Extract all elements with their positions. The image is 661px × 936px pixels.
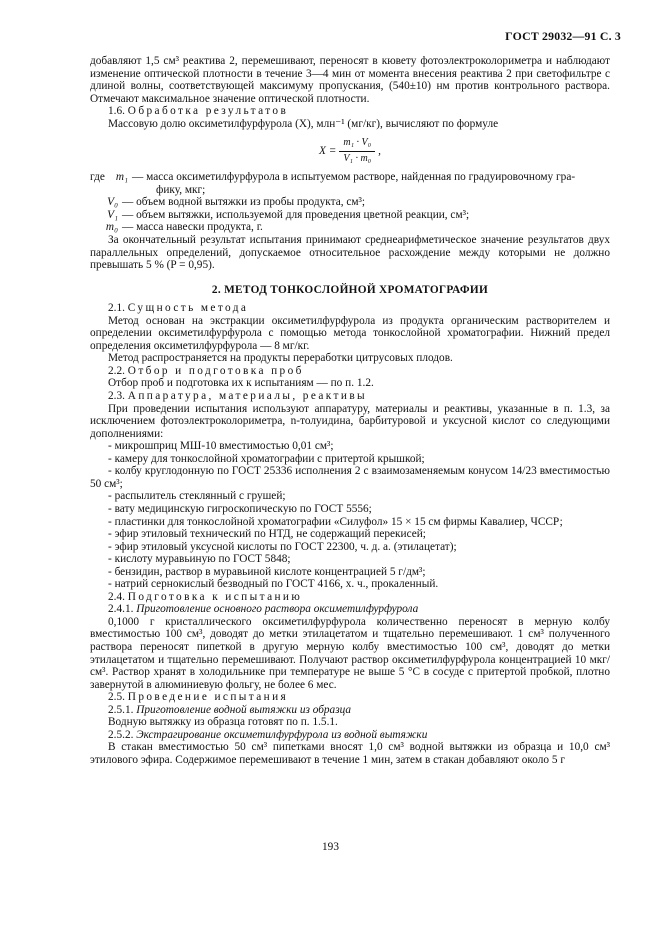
definition-v1 — [90, 209, 610, 222]
section-title: Обработка результатов — [127, 105, 289, 118]
list-item: - эфир этиловый уксусной кислоты по ГОСТ 22300, ч. д. а. (этилацетат); — [108, 540, 457, 553]
variable-definitions — [90, 171, 610, 234]
method-paragraph: Метод основан на экстракции оксиметилфурфурола из продукта органическим растворителем и определении оксиметилфурфурола с помощью метода тонкослойной хроматографии. Нижний предел определения оксиметилфурфурола — 8 мг/кг. — [90, 314, 610, 352]
scope-paragraph: Метод распространяется на продукты переработки цитрусовых плодов. — [108, 352, 453, 365]
intro-paragraph: добавляют 1,5 см³ реактива 2, перемешивают, переносят в кювету фотоэлектроколориметра и наблюдают изменение оптической плотности в течение 3—4 мин от момента внесения реактива 2 при светофильтре с длиной волны, соответствующей максимуму пропускания, (540±10) нм против контрольного раствора. Отмечают максимальное значение оптической плотности. — [90, 55, 610, 105]
list-item: - колбу круглодонную по ГОСТ 25336 исполнения 2 с взаимозаменяемым конусом 14/23 вместимостью 50 см³; — [90, 465, 610, 490]
list-item: - эфир этиловый технический по НТД, не содержащий перекисей; — [108, 528, 426, 541]
section-number: 2.1. — [108, 302, 125, 315]
section-2-4-1-heading — [90, 603, 610, 616]
section-title: Аппаратура, материалы, реактивы — [127, 390, 368, 403]
section-2-5-1-heading — [90, 704, 610, 717]
symbol-v1: V₁ — [107, 208, 118, 221]
list-item: - пластинки для тонкослойной хроматографии «Силуфол» 15 × 15 см фирмы Кавалиер, ЧССР; — [108, 515, 563, 528]
section-title: Отбор и подготовка проб — [127, 364, 304, 377]
list-item: - распылитель стеклянный с грушей; — [108, 490, 286, 503]
formula-lhs: X = — [319, 145, 337, 157]
section-2-5-2-heading — [90, 729, 610, 742]
section-title: Проведение испытания — [127, 691, 289, 704]
symbol-m0: m₀ — [105, 221, 118, 234]
formula-tail: , — [378, 145, 381, 157]
stock-solution-paragraph: 0,1000 г кристаллического оксиметилфурфурола количественно переносят в мерную колбу вместимостью 100 см³, доводят до метки этилацетатом и тщательно перемешивают. 1 см³ полученного раствора переносят пипеткой в другую мерную колбу вместимостью 100 см³, доводят до метки этилацетатом и тщательно перемешивают. Получают раствор оксиметилфурфурола концентрацией 10 мкг/см³. Раствор хранят в холодильнике при температуре не выше 5 °С в сосуде с притертой пробкой, плотно завернутой в алюминиевую фольгу, не более 6 мес. — [90, 615, 610, 691]
section-number: 2.5.2. — [108, 728, 134, 741]
section-2-3-heading — [90, 390, 610, 403]
section-title: Приготовление основного раствора оксиметилфурфурола — [136, 603, 419, 616]
definition-m0 — [90, 221, 610, 234]
section-number: 2.5.1. — [108, 703, 134, 716]
section-number: 2.4. — [108, 590, 125, 603]
list-item: - вату медицинскую гигроскопическую по ГОСТ 5556; — [108, 502, 372, 515]
page-body — [90, 55, 610, 766]
definition-text: — объем водной вытяжки из пробы продукта, см³; — [122, 196, 366, 209]
formula — [90, 134, 610, 168]
section-number: 2.3. — [108, 390, 125, 403]
list-item: - бензидин, раствор в муравьиной кислоте концентрацией 5 г/дм³; — [108, 565, 426, 578]
section-2-1-heading — [90, 302, 610, 315]
list-item: - камеру для тонкослойной хроматографии с притертой крышкой; — [108, 452, 425, 465]
list-item: - микрошприц МШ-10 вместимостью 0,01 см³; — [108, 440, 334, 453]
section-title: Экстрагирование оксиметилфурфурола из водной вытяжки — [136, 728, 428, 741]
formula-fraction — [339, 137, 375, 165]
apparatus-paragraph: При проведении испытания используют аппаратуру, материалы и реактивы, указанные в п. 1.3, за исключением фотоэлектроколориметра, n-толуидина, барбитуровой и уксусной кислот со следующими дополнениями: — [90, 402, 610, 440]
section-1-6-heading — [90, 105, 610, 118]
extraction-paragraph: В стакан вместимостью 50 см³ пипетками вносят 1,0 см³ водной вытяжки из образца и 10,0 см³ этилового эфира. Содержимое перемешивают в течение 1 мин, затем в стакан добавляют около 5 г — [90, 741, 610, 766]
definition-text: — масса оксиметилфурфурола в испытуемом растворе, найденная по градуировочному гра- — [132, 171, 576, 184]
definition-text: — объем вытяжки, используемой для проведения цветной реакции, см³; — [122, 208, 470, 221]
formula-numerator: m₁ · V₀ — [339, 137, 375, 152]
aqueous-extract-paragraph: Водную вытяжку из образца готовят по п. 1.5.1. — [108, 716, 338, 729]
where-label: где — [90, 171, 105, 184]
section-2-4-heading — [90, 591, 610, 604]
section-title: Сущность метода — [127, 302, 249, 315]
section-number: 2.4.1. — [108, 603, 134, 616]
section-number: 1.6. — [108, 105, 125, 118]
section-2-heading: 2. МЕТОД ТОНКОСЛОЙНОЙ ХРОМАТОГРАФИИ — [211, 283, 489, 296]
list-item: - кислоту муравьиную по ГОСТ 5848; — [108, 553, 291, 566]
definition-v0 — [90, 196, 610, 209]
sampling-paragraph: Отбор проб и подготовка их к испытаниям — по п. 1.2. — [108, 377, 374, 390]
symbol-m1: m₁ — [115, 171, 128, 184]
page-number: 193 — [322, 841, 339, 853]
definition-m1-continued: фику, мкг; — [156, 183, 206, 196]
definition-text: — масса навески продукта, г. — [122, 221, 263, 234]
symbol-v0: V₀ — [107, 196, 118, 209]
section-number: 2.5. — [108, 691, 125, 704]
final-result-paragraph: За окончательный результат испытания принимают среднеарифметическое значение результатов двух параллельных определений, допускаемое относительное расхождение между которыми не должно превышать 5 % (P = 0,95). — [90, 234, 610, 272]
section-title: Подготовка к испытанию — [127, 590, 303, 603]
formula-denominator: V₁ · m₀ — [343, 152, 372, 164]
section-title: Приготовление водной вытяжки из образца — [136, 703, 352, 716]
running-header: ГОСТ 29032—91 С. 3 — [505, 29, 621, 43]
section-number: 2.2. — [108, 364, 125, 377]
list-item: - натрий сернокислый безводный по ГОСТ 4166, х. ч., прокаленный. — [108, 578, 439, 591]
apparatus-list — [90, 440, 610, 591]
section-2-2-heading — [90, 365, 610, 378]
mass-fraction-paragraph: Массовую долю оксиметилфурфурола (X), млн⁻¹ (мг/кг), вычисляют по формуле — [108, 117, 499, 130]
section-2-5-heading — [90, 691, 610, 704]
definition-m1 — [90, 171, 610, 184]
